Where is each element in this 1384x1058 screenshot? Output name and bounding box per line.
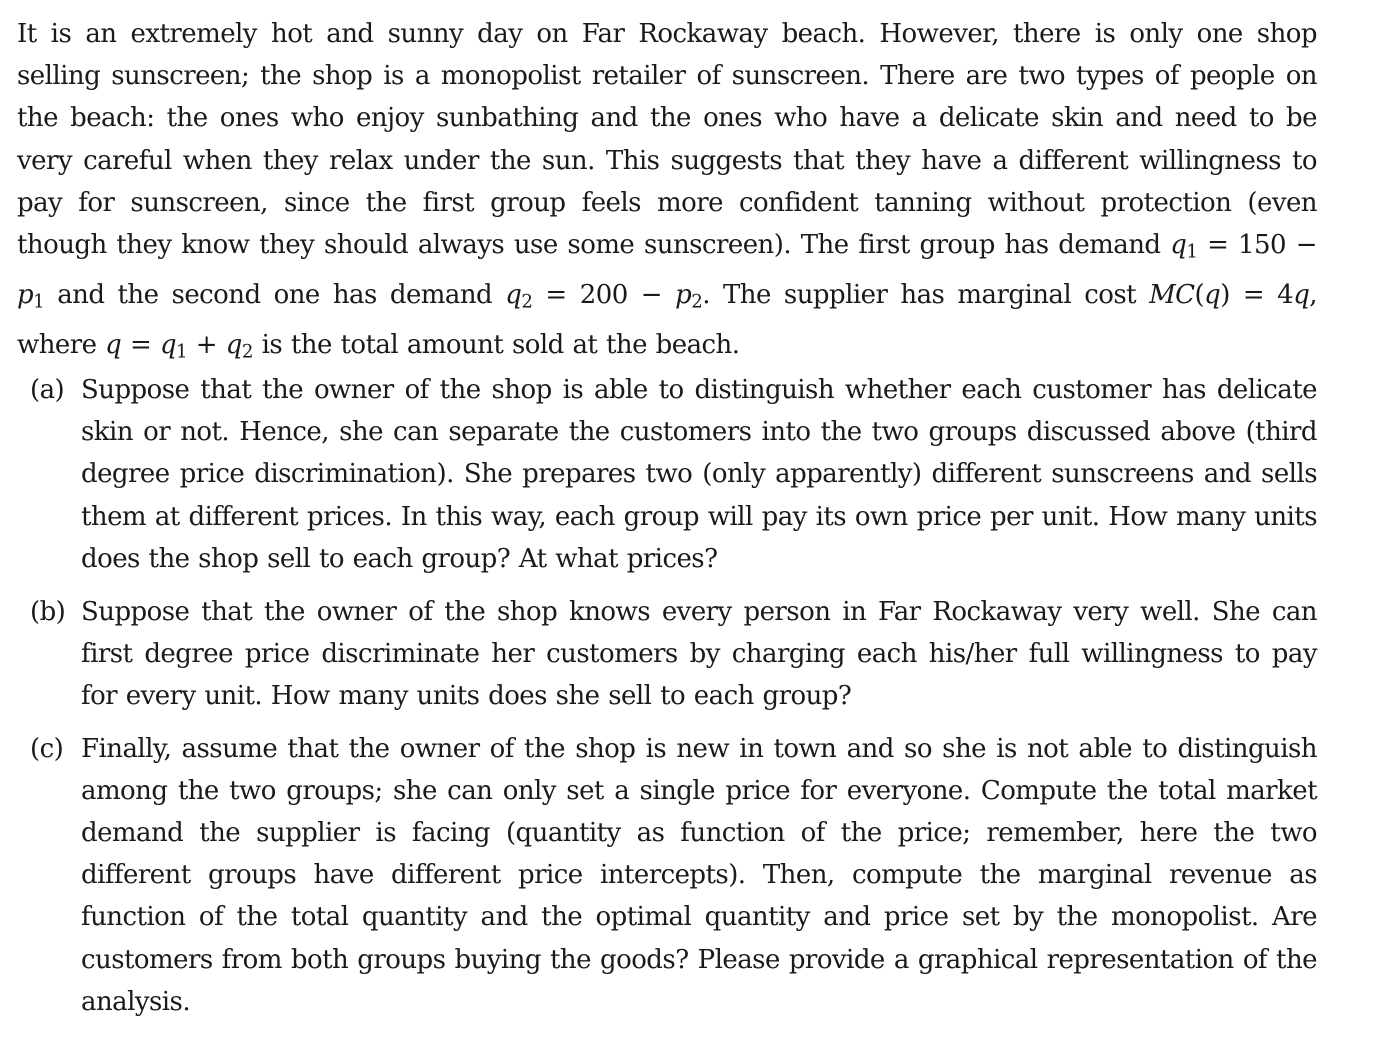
price-p2-sub: 2 <box>691 291 703 313</box>
price-p1-sub: 1 <box>33 291 45 313</box>
price-p1-var: p <box>17 279 34 310</box>
part-b-text: Suppose that the owner of the shop knows every person in Far Rockaway very well. She can first degree price discriminate her customers by charging each his/her full willingness to pay for every unit. How many units does she sell to each group? <box>81 596 1317 711</box>
demand-q2-sub: 2 <box>521 291 533 313</box>
intro-text-3: . The supplier has marginal cost <box>702 279 1150 310</box>
problem-statement <box>17 13 1317 373</box>
sum-q1-var: q <box>159 329 177 360</box>
intro-text-2: and the second one has demand <box>44 279 506 310</box>
part-a-label: (a) <box>30 375 65 405</box>
demand-q2-var: q <box>505 279 522 310</box>
mc-q-var: q <box>1293 279 1310 310</box>
part-c-label: (c) <box>30 733 64 764</box>
sum-plus: + <box>187 329 226 360</box>
mc-rhs: ) = 4 <box>1220 279 1294 310</box>
mc-paren-open: ( <box>1194 279 1205 310</box>
question-part-a <box>17 369 1317 580</box>
sum-q2-var: q <box>225 329 242 360</box>
demand-2-rhs: = 200 − <box>532 279 676 310</box>
question-part-b <box>17 591 1317 718</box>
marginal-cost-symbol: MC <box>1149 279 1195 310</box>
question-parts <box>17 369 1317 1023</box>
part-c-text: Finally, assume that the owner of the shop is new in town and so she is not able to distinguish among the two groups; she can only set a single price for everyone. Compute the total market demand the supplier is facing (quantity as function of the price; remember, here the two different groups have different price intercepts). Then, compute the marginal revenue as function of the total quantity and the optimal quantity and price set by the monopolist. Are customers from both groups buying the goods? Please provide a graphical representation of the analysis. <box>81 733 1317 1017</box>
part-a-text: Suppose that the owner of the shop is able to distinguish whether each customer has delicate skin or not. Hence, she can separate the customers into the two groups discussed above (third degree price discrimination). She prepares two (only apparently) different sunscreens and sells them at different prices. In this way, each group will pay its own price per unit. How many units does the shop sell to each group? At what prices? <box>81 375 1317 574</box>
demand-q1-sub: 1 <box>1186 241 1198 263</box>
price-p2-var: p <box>675 279 692 310</box>
sum-q2-sub: 2 <box>241 341 253 363</box>
part-b-label: (b) <box>30 596 66 627</box>
question-part-c <box>17 728 1317 1023</box>
intro-text-4: , where <box>17 279 1317 360</box>
total-q-equals: = <box>121 329 160 360</box>
intro-text-5: is the total amount sold at the beach. <box>252 329 740 360</box>
total-q-var: q <box>105 329 122 360</box>
demand-q1-var: q <box>1170 230 1187 261</box>
intro-text-1: It is an extremely hot and sunny day on Far Rockaway beach. However, there is only one shop selling sunscreen; the shop is a monopolist retailer of sunscreen. There are two types of people on the beach: the ones who enjoy sunbathing and the ones who have a delicate skin and need to be very careful when they relax under the sun. This suggests that they have a different willingness to pay for sunscreen, since the first group feels more confident tanning without protection (even though they know they should always use some sunscreen). The first group has demand <box>17 19 1317 261</box>
demand-1-rhs: = 150 − <box>1197 230 1317 261</box>
sum-q1-sub: 1 <box>176 341 188 363</box>
intro-paragraph <box>17 13 1317 373</box>
mc-argument: q <box>1204 279 1221 310</box>
